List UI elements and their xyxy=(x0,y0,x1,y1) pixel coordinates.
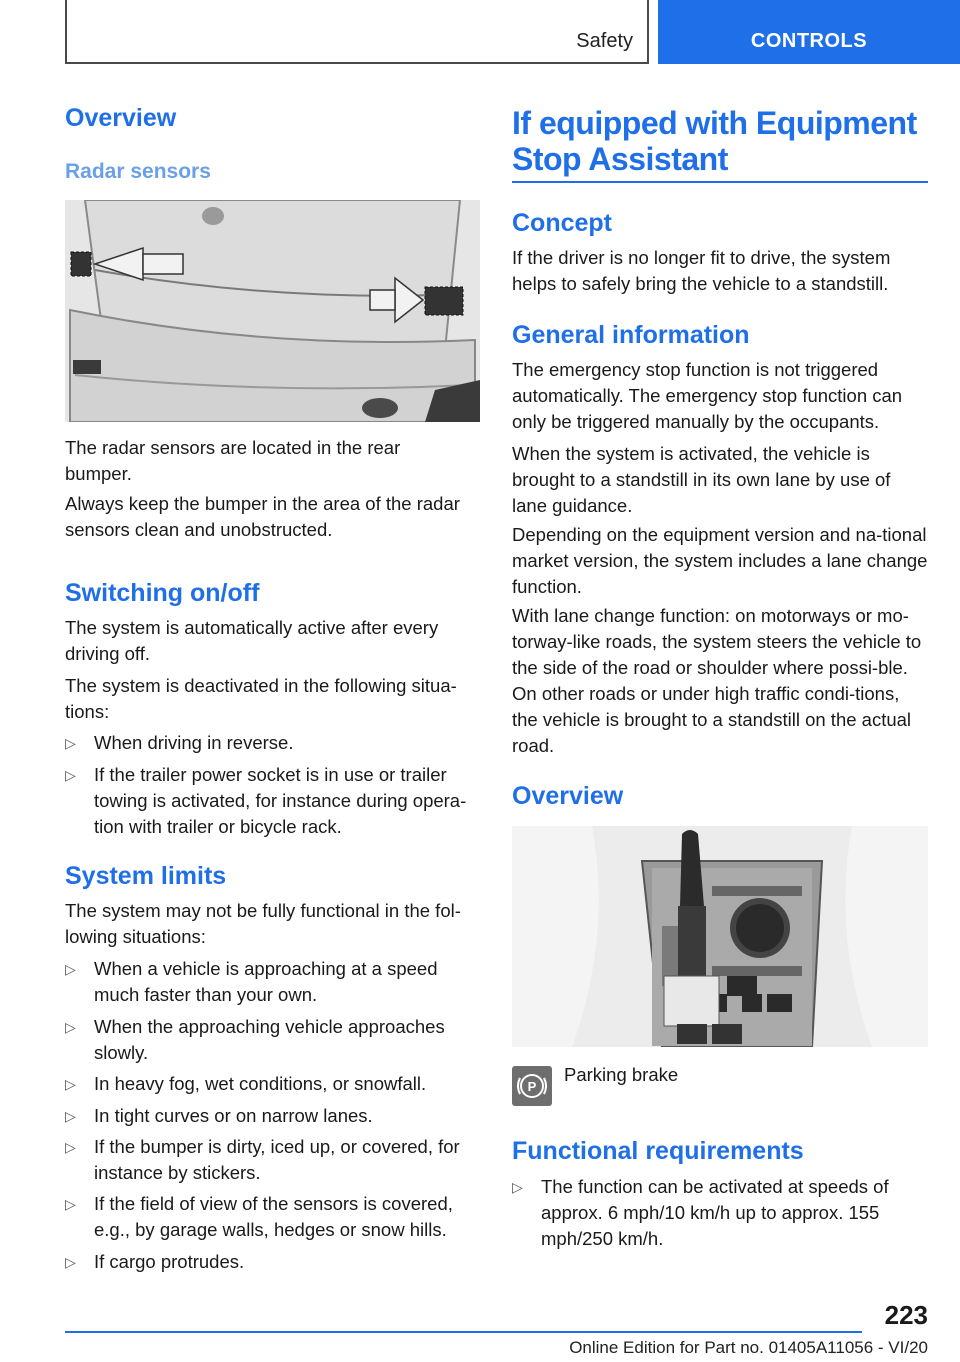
limits-paragraph: The system may not be fully functional in the fol-lowing situations: xyxy=(65,900,461,947)
overview-heading-right: Overview xyxy=(512,782,624,810)
list-item: ▷ If the trailer power socket is in use or trailer towing is activated, for instance during opera-tion with trailer or bicycle rack. xyxy=(65,764,467,837)
system-limits-heading: System limits xyxy=(65,862,227,890)
rear-bumper-illustration xyxy=(65,200,480,422)
triangle-bullet-icon: ▷ xyxy=(65,1108,76,1124)
concept-paragraph: If the driver is no longer fit to drive, the system helps to safely bring the vehicle to a standstill. xyxy=(512,247,891,294)
triangle-bullet-icon: ▷ xyxy=(65,1019,76,1035)
triangle-bullet-icon: ▷ xyxy=(65,1196,76,1212)
switching-paragraph-2: The system is deactivated in the following situa-tions: xyxy=(65,675,457,722)
center-console-image xyxy=(512,826,928,1047)
footer-rule xyxy=(65,1331,862,1333)
triangle-bullet-icon: ▷ xyxy=(65,1076,76,1092)
main-heading-line-1: If equipped with Equipment xyxy=(512,105,917,141)
triangle-bullet-icon: ▷ xyxy=(65,735,76,751)
list-item: ▷ The function can be activated at speeds of approx. 6 mph/10 km/h up to approx. 155 mph/250 km/h. xyxy=(512,1176,889,1249)
header-chapter-title: CONTROLS xyxy=(750,30,868,52)
overview-heading: Overview xyxy=(65,104,177,132)
header-section-title: Safety xyxy=(576,30,633,52)
list-item: ▷ When the approaching vehicle approaches slowly. xyxy=(65,1016,445,1063)
center-console-illustration xyxy=(512,826,928,1047)
triangle-bullet-icon: ▷ xyxy=(512,1179,523,1195)
list-item: ▷ If the bumper is dirty, iced up, or covered, for instance by stickers. xyxy=(65,1136,460,1183)
general-information-heading: General information xyxy=(512,321,750,349)
switching-paragraph-1: The system is automatically active after every driving off. xyxy=(65,617,439,664)
general-paragraph-1: The emergency stop function is not triggered automatically. The emergency stop function can only be triggered manually by the occupants. xyxy=(512,359,903,432)
general-paragraph-2: When the system is activated, the vehicle is brought to a standstill in its own lane by use of lane guidance. xyxy=(512,443,891,516)
list-item: ▷ If cargo protrudes. xyxy=(65,1249,480,1275)
page-number: 223 xyxy=(884,1300,928,1330)
header-chapter-tab xyxy=(658,0,960,64)
radar-sensors-image xyxy=(65,200,480,422)
header-section-box xyxy=(65,0,649,64)
general-paragraph-3: Depending on the equipment version and na-tional market version, the system includes a lane change function. xyxy=(512,524,928,597)
triangle-bullet-icon: ▷ xyxy=(65,767,76,783)
triangle-bullet-icon: ▷ xyxy=(65,1254,76,1270)
list-item: ▷ If the field of view of the sensors is covered, e.g., by garage walls, hedges or snow hills. xyxy=(65,1193,453,1240)
parking-brake-label: Parking brake xyxy=(564,1064,679,1085)
main-heading-line-2: Stop Assistant xyxy=(512,141,728,177)
parking-brake-icon xyxy=(512,1066,552,1106)
general-paragraph-4: With lane change function: on motorways or mo-torway-like roads, the system steers the vehicle to the side of the road or shoulder where possi-ble. On other roads or under high traffic condi-tions, the vehicle is brought to a standstill on the actual road. xyxy=(512,605,922,756)
heading-rule xyxy=(512,181,928,183)
list-item: ▷ In tight curves or on narrow lanes. xyxy=(65,1103,480,1129)
list-item: ▷ When a vehicle is approaching at a speed much faster than your own. xyxy=(65,958,438,1005)
functional-requirements-heading: Functional requirements xyxy=(512,1137,804,1165)
triangle-bullet-icon: ▷ xyxy=(65,961,76,977)
footer-edition: Online Edition for Part no. 01405A11056 - VI/20 xyxy=(569,1338,928,1357)
radar-paragraph-1: The radar sensors are located in the rear bumper. xyxy=(65,437,401,484)
concept-heading: Concept xyxy=(512,209,612,237)
radar-sensors-heading: Radar sensors xyxy=(65,160,211,183)
triangle-bullet-icon: ▷ xyxy=(65,1139,76,1155)
radar-paragraph-2: Always keep the bumper in the area of the radar sensors clean and unobstructed. xyxy=(65,493,460,540)
svg-text:P: P xyxy=(527,1079,537,1094)
list-item: ▷ When driving in reverse. xyxy=(65,730,480,756)
list-item: ▷ In heavy fog, wet conditions, or snowfall. xyxy=(65,1071,480,1097)
switching-heading: Switching on/off xyxy=(65,579,260,607)
